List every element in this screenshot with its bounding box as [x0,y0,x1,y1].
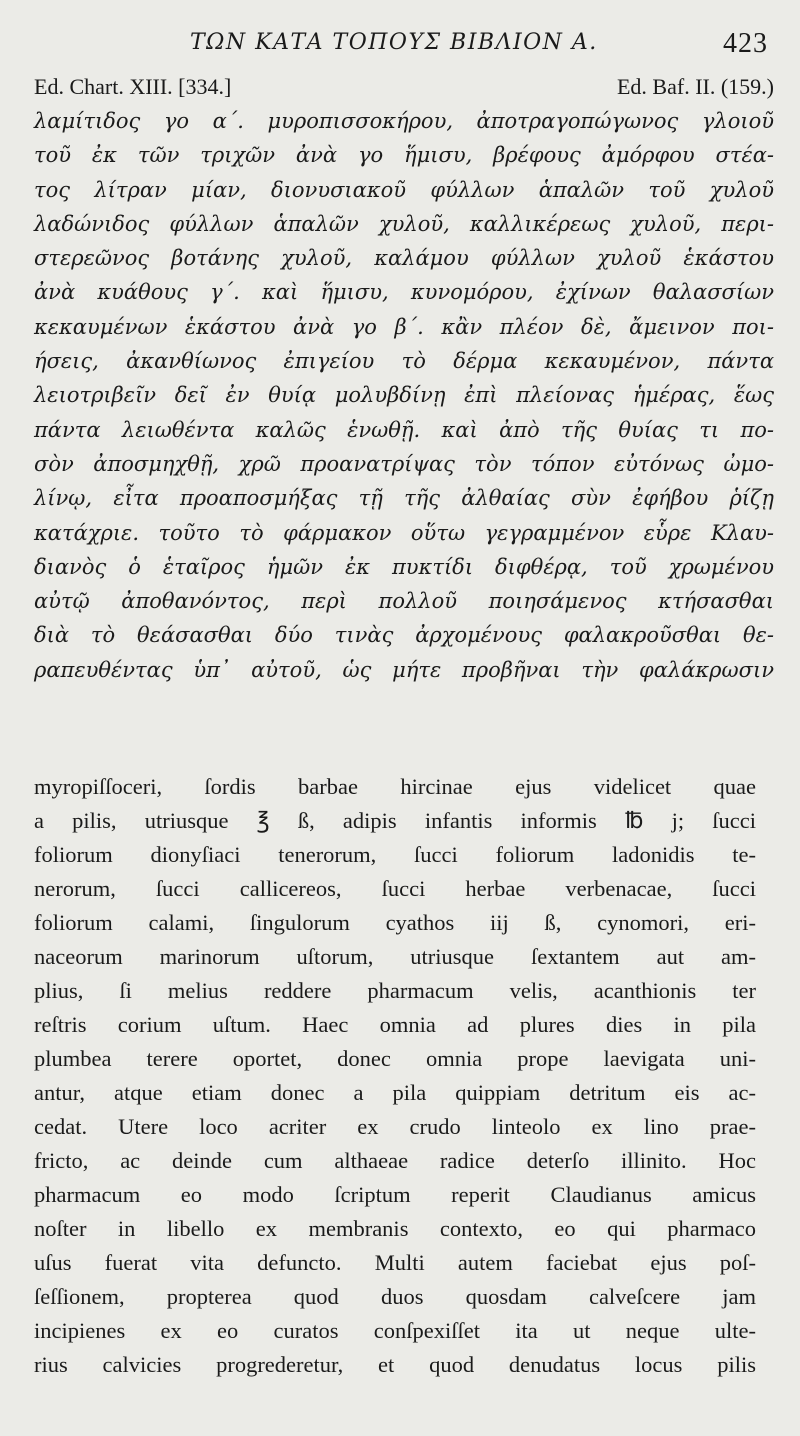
running-head [0,30,800,64]
latin-text-line: nerorum, ſucci callicereos, ſucci herbae verbenacae, ſucci [34,876,756,901]
greek-text-line: λειοτριβεῖν δεῖ ἐν θυίᾳ μολυβδίνῃ ἐπὶ πλείονας ἡμέρας, ἕως [34,383,774,408]
greek-text-line: διὰ τὸ θεάσασθαι δύο τινὰς ἀρχομένους φαλακροῦσθαι θε- [34,623,774,648]
edition-reference-basel: Ed. Baf. II. (159.) [616,74,774,99]
latin-text-line: naceorum marinorum uſtorum, utriusque ſextantem aut am- [34,944,756,969]
greek-text-line: στερεῶνος βοτάνης χυλοῦ, καλάμου φύλλων χυλοῦ ἑκάστου [34,246,774,271]
latin-text-line: plumbea terere oportet, donec omnia prope laevigata uni- [34,1046,756,1071]
greek-text-line: ραπευθέντας ὑπ᾽ αὐτοῦ, ὡς μήτε προβῆναι τὴν φαλάκρωσιν [34,657,774,682]
greek-text-line: λαδώνιδος φύλλων ἁπαλῶν χυλοῦ, καλλικέρεως χυλοῦ, περι- [34,211,774,236]
latin-text-line: plius, ſi melius reddere pharmacum velis, acanthionis ter [34,978,756,1003]
latin-text-block [34,770,756,1382]
latin-text-line: pharmacum eo modo ſcriptum reperit Claudianus amicus [34,1182,756,1207]
greek-text-line: λαμίτιδος γο α΄. μυροπισσοκήρου, ἀποτραγοπώγωνος γλοιοῦ [34,109,774,133]
greek-text-line: λίνῳ, εἶτα προαποσμήξας τῇ τῆς ἀλθαίας σὺν ἐφήβου ῥίζῃ [34,486,774,511]
greek-text-line: σὸν ἀποσμηχθῇ, χρῶ προανατρίψας τὸν τόπον εὐτόνως ὠμο- [34,451,774,476]
greek-text-line: τοῦ ἐκ τῶν τριχῶν ἀνὰ γο ἥμισυ, βρέφους ἀμόρφου στέα- [34,143,774,168]
running-title: ΤΩΝ ΚΑΤΑ ΤΟΠΟΥΣ ΒΙΒΛΙΟΝ Α. [190,30,598,55]
latin-text-line: foliorum dionyſiaci tenerorum, ſucci foliorum ladonidis te- [34,842,756,867]
greek-text-line: ἀνὰ κυάθους γ΄. καὶ ἥμισυ, κυνομόρου, ἐχίνων θαλασσίων [34,280,774,305]
latin-text-line: fricto, ac deinde cum althaeae radice deterſo illinito. Hoc [34,1148,756,1173]
page-number: 423 [723,28,768,59]
latin-text-line: rius calvicies progrederetur, et quod denudatus locus pilis [34,1352,756,1377]
latin-text-line: incipienes ex eo curatos conſpexiſſet ita ut neque ulte- [34,1318,756,1343]
latin-text-line: antur, atque etiam donec a pila quippiam detritum eis ac- [34,1080,756,1105]
latin-text-line: cedat. Utere loco acriter ex crudo linteolo ex lino prae- [34,1114,756,1139]
latin-text-line: ſeſſionem, propterea quod duos quosdam calveſcere jam [34,1284,756,1309]
greek-text-line: πάντα λειωθέντα καλῶς ἑνωθῇ. καὶ ἀπὸ τῆς θυίας τι πο- [34,417,774,442]
latin-text-line: uſus fuerat vita defuncto. Multi autem faciebat ejus poſ- [34,1250,756,1275]
greek-text-block [34,104,774,687]
edition-reference-chartier: Ed. Chart. XIII. [334.] [34,74,232,99]
greek-text-line: διανὸς ὁ ἑταῖρος ἡμῶν ἐκ πυκτίδι διφθέρᾳ, τοῦ χρωμένου [34,554,774,579]
latin-text-line: reſtris corium uſtum. Haec omnia ad plures dies in pila [34,1012,756,1037]
greek-text-line: αὐτῷ ἀποθανόντος, περὶ πολλοῦ ποιησάμενος κτήσασθαι [34,589,774,614]
latin-text-line: myropiſſoceri, ſordis barbae hircinae ejus videlicet quae [34,774,756,799]
latin-text-line: foliorum calami, ſingulorum cyathos iij ß, cynomori, eri- [34,910,756,935]
greek-text-line: κατάχριε. τοῦτο τὸ φάρμακον οὕτω γεγραμμένον εὗρε Κλαυ- [34,520,774,545]
greek-text-line: ήσεις, ἀκανθίωνος ἐπιγείου τὸ δέρμα κεκαυμένον, πάντα [34,349,774,374]
latin-text-line: a pilis, utriusque ℥ ß, adipis infantis informis ℔ j; ſucci [34,808,756,833]
latin-text-line: noſter in libello ex membranis contexto, eo qui pharmaco [34,1216,756,1241]
greek-text-line: τος λίτραν μίαν, διονυσιακοῦ φύλλων ἁπαλῶν τοῦ χυλοῦ [34,177,774,202]
edition-reference-line [34,74,774,102]
greek-text-line: κεκαυμένων ἑκάστου ἀνὰ γο β΄. κἂν πλέον δὲ, ἄμεινον ποι- [34,314,774,339]
